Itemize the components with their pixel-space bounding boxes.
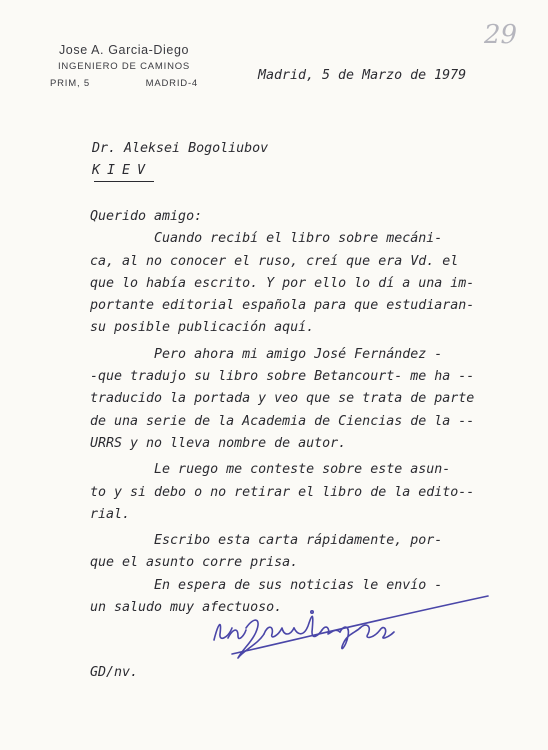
body-line: to y si debo o no retirar el libro de la edito-- [90, 484, 475, 500]
body-line: Escribo esta carta rápidamente, por- [90, 533, 443, 549]
recipient-block [92, 138, 268, 182]
handwritten-signature [208, 588, 493, 668]
body-line: portante editorial española para que estudiaran- [90, 298, 475, 314]
letter-body [90, 206, 490, 619]
recipient-underline [94, 181, 154, 182]
letterhead-title: INGENIERO DE CAMINOS [57, 61, 191, 72]
body-line: rial. [90, 506, 131, 522]
date-line: Madrid, 5 de Marzo de 1979 [258, 68, 467, 83]
body-line: Pero ahora mi amigo José Fernández - [90, 346, 443, 362]
typist-initials: GD/nv. [90, 665, 139, 680]
body-line: de una serie de la Academia de Ciencias de la -- [90, 413, 475, 429]
body-line: que lo había escrito. Y por ello lo dí a una im- [90, 275, 475, 291]
body-line: Le ruego me conteste sobre este asun- [90, 462, 451, 478]
body-line: su posible publicación aquí. [90, 320, 315, 336]
body-line: En espera de sus noticias le envío - [90, 577, 443, 593]
body-line: -que tradujo su libro sobre Betancourt- me ha -- [90, 369, 475, 385]
recipient-name: Dr. Aleksei Bogoliubov [92, 141, 269, 156]
body-line: un saludo muy afectuoso. [90, 600, 283, 616]
archive-number: 29 [484, 20, 518, 50]
body-line: URRS y no lleva nombre de autor. [90, 435, 347, 451]
recipient-city: KIEV [92, 163, 153, 178]
letterhead-street: PRIM, 5 [50, 78, 90, 89]
body-line: que el asunto corre prisa. [90, 555, 299, 571]
letterhead [44, 43, 204, 89]
body-line: Cuando recibí el libro sobre mecáni- [90, 231, 443, 247]
letterhead-city: MADRID-4 [145, 78, 198, 89]
letterhead-name: Jose A. Garcia-Diego [58, 43, 190, 57]
letterhead-address [44, 78, 204, 89]
body-line: traducido la portada y veo que se trata de parte [90, 391, 475, 407]
salutation: Querido amigo: [90, 209, 203, 224]
body-line: ca, al no conocer el ruso, creí que era Vd. el [90, 253, 459, 269]
